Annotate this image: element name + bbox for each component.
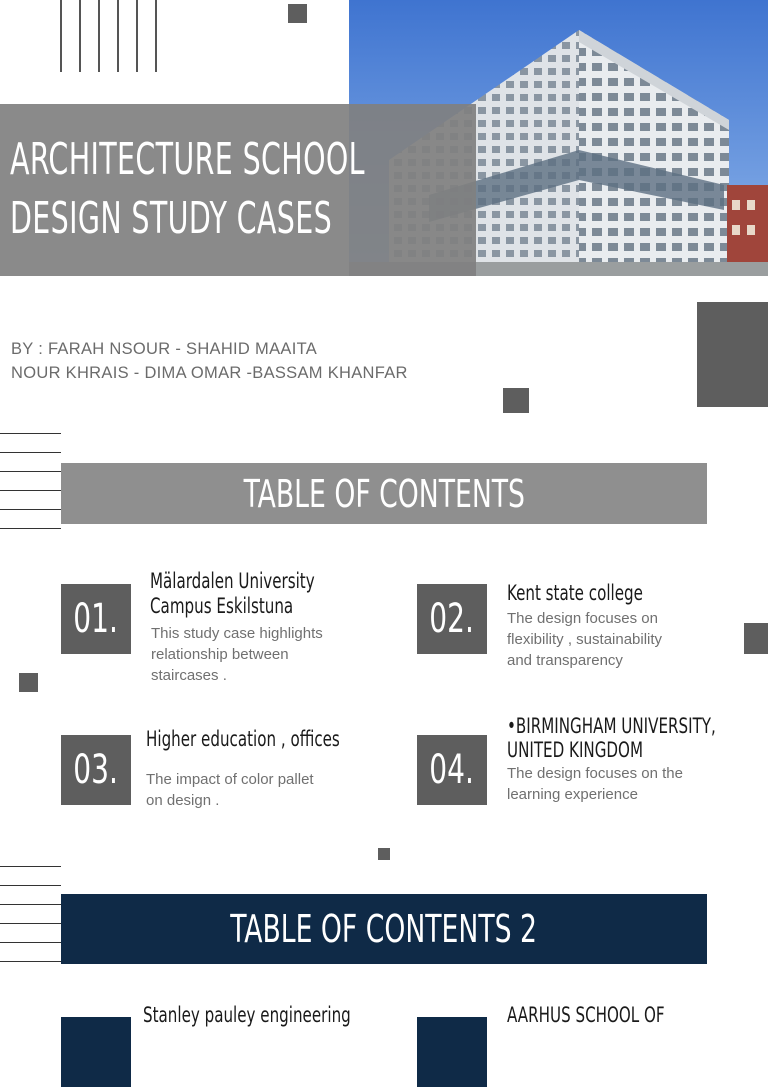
title-band bbox=[0, 104, 476, 276]
item-desc-02-line1: The design focuses on bbox=[507, 610, 658, 627]
cover-title-line1: ARCHITECTURE SCHOOL bbox=[10, 134, 365, 185]
item-desc-01-line2: relationship between bbox=[151, 646, 289, 663]
decor-square bbox=[19, 673, 38, 692]
decor-square bbox=[744, 623, 768, 654]
decor-square bbox=[378, 848, 390, 860]
item-title-01-line2: Campus Eskilstuna bbox=[150, 594, 294, 618]
toc2-heading: TABLE OF CONTENTS 2 bbox=[230, 907, 538, 951]
authors-line1: BY : FARAH NSOUR - SHAHID MAAITA bbox=[11, 340, 318, 358]
item-desc-03-line2: on design . bbox=[146, 792, 220, 809]
item-desc-03-line1: The impact of color pallet bbox=[146, 771, 314, 788]
decor-square bbox=[697, 302, 768, 407]
item-title-04-line1: •BIRMINGHAM UNIVERSITY, bbox=[507, 714, 716, 738]
toc-heading: TABLE OF CONTENTS bbox=[243, 471, 525, 516]
item-desc-02-line3: and transparency bbox=[507, 652, 623, 669]
item-number-05 bbox=[61, 1017, 131, 1087]
item-title-05-line1: Stanley pauley engineering bbox=[143, 1003, 351, 1027]
item-desc-02-line2: flexibility , sustainability bbox=[507, 631, 663, 648]
item-title-02-line1: Kent state college bbox=[507, 581, 643, 605]
item-number-04: 04. bbox=[417, 735, 487, 805]
item-number-06 bbox=[417, 1017, 487, 1087]
item-title-04-line2: UNITED KINGDOM bbox=[507, 738, 643, 762]
item-desc-01-line1: This study case highlights bbox=[151, 625, 323, 642]
item-title-06-line1: AARHUS SCHOOL OF bbox=[507, 1003, 665, 1027]
item-desc-04-line1: The design focuses on the bbox=[507, 765, 683, 782]
toc-heading-band bbox=[61, 463, 707, 524]
item-number-01: 01. bbox=[61, 584, 131, 654]
authors-line2: NOUR KHRAIS - DIMA OMAR -BASSAM KHANFAR bbox=[11, 364, 408, 382]
item-desc-04-line2: learning experience bbox=[507, 786, 638, 803]
cover-title-line2: DESIGN STUDY CASES bbox=[10, 193, 333, 244]
item-desc-01-line3: staircases . bbox=[151, 667, 227, 684]
toc2-heading-band bbox=[61, 894, 707, 964]
item-number-02: 02. bbox=[417, 584, 487, 654]
item-number-03: 03. bbox=[61, 735, 131, 805]
item-title-03-line1: Higher education , offices bbox=[146, 727, 340, 751]
item-title-01-line1: Mälardalen University bbox=[150, 569, 315, 593]
decor-square bbox=[503, 388, 529, 413]
decor-square bbox=[288, 4, 307, 23]
